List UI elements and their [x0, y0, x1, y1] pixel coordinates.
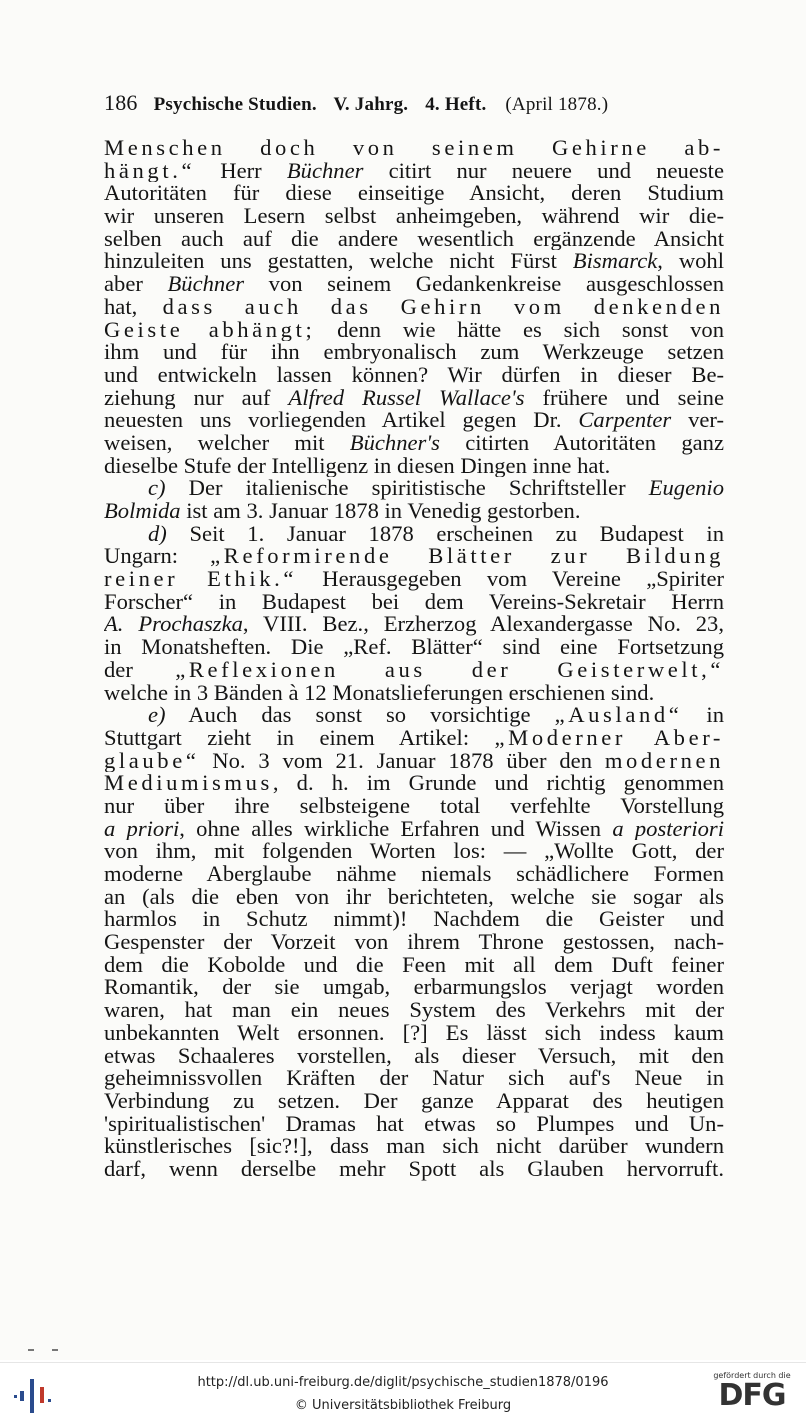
dfg-logo: [710, 1371, 794, 1419]
text-line: [104, 205, 724, 228]
text-segment: dem die Kobolde und die Feen mit all dem Duft feiner: [104, 953, 724, 977]
text-line: [104, 818, 724, 841]
text-segment: Forscher“ in Budapest bei dem Vereins-Sekretair Herrn: [104, 590, 724, 614]
text-line: [104, 250, 724, 273]
text-line: [104, 704, 724, 727]
text-segment: , VIII. Bez., Erzherzog Alexandergasse No. 23,: [242, 613, 724, 637]
spaced-text: glaube“: [104, 749, 200, 773]
text-line: [104, 772, 724, 795]
text-line: [104, 795, 724, 818]
text-line: [104, 568, 724, 591]
text-segment: Gespenster der Vorzeit von ihrem Throne gestossen, nach-: [104, 931, 724, 954]
text-line: [104, 840, 724, 863]
text-segment: Der italienische spiritistische Schriftsteller: [165, 477, 649, 500]
italic-text: Carpenter: [578, 409, 672, 432]
text-segment: Romantik, der sie umgab, erbarmungslos verjagt worden: [104, 976, 724, 1000]
permalink-url[interactable]: http://dl.ub.uni-freiburg.de/diglit/psychische_studien1878/0196: [197, 1375, 609, 1390]
text-segment: frühere und seine: [524, 386, 724, 410]
text-segment: , ohne alles wirkliche Erfahren und Wissen: [179, 817, 613, 841]
text-segment: darf, wenn derselbe mehr Spott als Glauben hervorruft.: [104, 1157, 724, 1181]
italic-text: c): [148, 477, 166, 500]
text-line: [104, 432, 724, 455]
text-segment: unbekannten Welt ersonnen. [?] Es lässt sich indess kaum: [104, 1021, 724, 1045]
text-segment: , d. h. im Grunde und richtig genommen: [272, 772, 724, 795]
text-line: [104, 999, 724, 1022]
printer-marks: [28, 1336, 88, 1340]
text-segment: ihm und für ihn embryonalisch zum Werkzeuge setzen: [104, 341, 724, 364]
viewer-footer: [0, 1362, 806, 1424]
text-line: [104, 1022, 724, 1045]
text-segment: künstlerisches [sic?!], dass man sich nicht darüber wundern: [104, 1135, 724, 1158]
volume-label: V. Jahrg.: [333, 94, 409, 115]
body-text: [104, 137, 724, 1181]
running-header: [104, 90, 728, 116]
italic-text: Büchner's: [349, 431, 440, 455]
text-line: [104, 364, 724, 387]
text-line: [104, 682, 724, 705]
text-line: [104, 954, 724, 977]
spaced-text: reiner Ethik.“: [104, 568, 297, 591]
text-segment: denn wie hätte es sich sonst von: [315, 318, 724, 342]
spaced-text: „Moderner Aber-: [494, 726, 724, 750]
text-line: [104, 908, 724, 931]
italic-text: A. Prochaszka: [104, 613, 243, 637]
text-segment: No. 3 vom 21. Januar 1878 über den: [199, 749, 605, 773]
text-line: [104, 341, 724, 364]
spaced-text: dass auch das Gehirn vom denkenden: [162, 295, 724, 319]
funder-caption: gefördert durch die: [713, 1371, 791, 1380]
text-segment: geheimnissvollen Kräften der Natur sich auf's Neue in: [104, 1067, 724, 1090]
spaced-text: modernen: [604, 749, 724, 773]
text-line: [104, 863, 724, 886]
text-segment: selben auch auf die andere wesentlich ergänzende Ansicht: [104, 227, 724, 251]
text-line: [104, 387, 724, 410]
text-segment: und entwickeln lassen können? Wir dürfen in dieser Be-: [104, 363, 724, 387]
text-segment: dieselbe Stufe der Intelligenz in diesen Dingen inne hat.: [104, 454, 611, 478]
text-segment: citirt nur neuere und neueste: [363, 159, 724, 183]
text-segment: citirten Autoritäten ganz: [439, 431, 724, 455]
text-line: [104, 659, 724, 682]
text-segment: wir unseren Lesern selbst anheimgeben, während wir die-: [104, 205, 724, 228]
text-segment: nur über ihre selbsteigene total verfehlte Vorstellung: [104, 794, 724, 818]
text-segment: in Monatsheften. Die „Ref. Blätter“ sind eine Fortsetzung: [104, 636, 724, 659]
text-line: [104, 750, 724, 773]
text-line: [104, 477, 724, 500]
italic-text: e): [148, 704, 166, 727]
text-line: [104, 727, 724, 750]
italic-text: a priori: [104, 817, 180, 841]
text-segment: Stuttgart zieht in einem Artikel:: [104, 726, 495, 750]
text-segment: Seit 1. Januar 1878 erscheinen zu Budapest in: [166, 522, 724, 546]
text-line: [104, 455, 724, 478]
italic-text: Bismarck: [572, 250, 658, 274]
text-segment: Autoritäten für diese einseitige Ansicht, deren Studium: [104, 182, 724, 206]
text-line: [104, 296, 724, 319]
italic-text: Büchner: [167, 273, 245, 296]
text-line: [104, 523, 724, 546]
text-segment: harmlos in Schutz nimmt)! Nachdem die Geister und: [104, 908, 724, 932]
text-segment: aber: [104, 273, 168, 296]
text-segment: von ihm, mit folgenden Worten los: — „Wollte Gott, der: [104, 840, 724, 863]
text-segment: moderne Aberglaube nähme niemals schädlichere Formen: [104, 863, 724, 886]
text-segment: hat,: [104, 295, 163, 319]
spaced-text: Menschen doch von seinem Gehirne ab-: [104, 137, 724, 160]
text-line: [104, 886, 724, 909]
text-segment: etwas Schaaleres vorstellen, als dieser Versuch, mit den: [104, 1044, 724, 1068]
text-line: [104, 931, 724, 954]
text-line: [104, 1045, 724, 1068]
text-segment: von seinem Gedankenkreise ausgeschlossen: [244, 273, 724, 296]
text-line: [104, 409, 724, 432]
text-segment: Ungarn:: [104, 545, 211, 569]
issue-date: (April 1878.): [505, 94, 609, 115]
text-segment: , wohl: [657, 250, 724, 274]
text-line: [104, 137, 724, 160]
text-segment: ver-: [671, 409, 724, 432]
spaced-text: hängt.“: [104, 159, 196, 183]
spaced-text: Mediumismus: [104, 772, 273, 795]
italic-text: d): [148, 522, 167, 546]
italic-text: Büchner: [286, 159, 364, 183]
text-segment: Herr: [195, 159, 287, 183]
dfg-logo-text: DFG: [718, 1378, 786, 1413]
text-segment: ist am 3. Januar 1878 in Venedig gestorben.: [180, 500, 581, 523]
text-line: [104, 1113, 724, 1136]
text-line: [104, 545, 724, 568]
text-line: [104, 1158, 724, 1181]
text-segment: 'spiritualistischen' Dramas hat etwas so Plumpes und Un-: [104, 1112, 724, 1136]
text-segment: weisen, welcher mit: [104, 431, 350, 455]
text-segment: ziehung nur auf: [104, 386, 289, 410]
text-line: [104, 228, 724, 251]
page-number: 186: [104, 90, 138, 115]
italic-text: Eugenio: [648, 477, 724, 500]
text-segment: welche in 3 Bänden à 12 Monatslieferungen erschienen sind.: [104, 681, 655, 705]
text-line: [104, 319, 724, 342]
text-line: [104, 1067, 724, 1090]
text-segment: hinzuleiten uns gestatten, welche nicht Fürst: [104, 250, 573, 274]
text-segment: waren, hat man ein neues System des Verkehrs mit der: [104, 999, 724, 1022]
text-segment: der: [104, 658, 176, 682]
text-segment: in: [682, 704, 724, 727]
text-line: [104, 976, 724, 999]
text-line: [104, 591, 724, 614]
text-segment: neuesten uns vorliegenden Artikel gegen Dr.: [104, 409, 579, 432]
text-line: [104, 182, 724, 205]
text-segment: Auch das sonst so vorsichtige: [165, 704, 555, 727]
issue-label: 4. Heft.: [425, 94, 487, 115]
italic-text: Bolmida: [104, 500, 181, 523]
italic-text: Alfred Russel Wallace's: [288, 386, 525, 410]
text-line: [104, 160, 724, 183]
text-segment: Verbindung zu setzen. Der ganze Apparat des heutigen: [104, 1089, 724, 1113]
text-segment: Herausgegeben vom Vereine „Spiriter: [297, 568, 724, 591]
text-line: [104, 636, 724, 659]
spaced-text: Geiste abhängt;: [104, 318, 316, 342]
text-line: [104, 1135, 724, 1158]
journal-title: Psychische Studien.: [153, 94, 317, 115]
text-line: [104, 500, 724, 523]
text-line: [104, 613, 724, 636]
copyright-notice: © Universitätsbibliothek Freiburg: [294, 1398, 512, 1413]
text-line: [104, 1090, 724, 1113]
spaced-text: „Reformirende Blätter zur Bildung: [210, 545, 724, 569]
spaced-text: „Ausland“: [554, 704, 683, 727]
italic-text: a posteriori: [612, 817, 724, 841]
spaced-text: „Reflexionen aus der Geisterwelt,“: [175, 658, 724, 682]
text-segment: an (als die eben von ihr berichteten, welche sie sogar als: [104, 885, 724, 909]
text-line: [104, 273, 724, 296]
